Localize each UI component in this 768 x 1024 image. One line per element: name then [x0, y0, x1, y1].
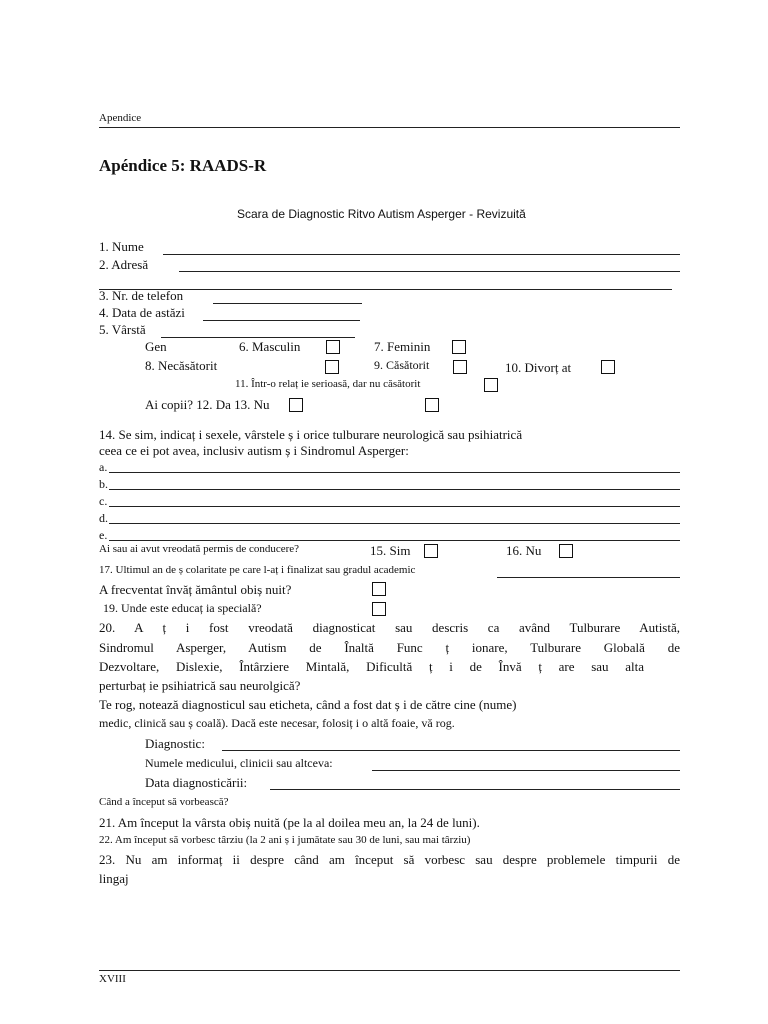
- field-age-line[interactable]: [161, 337, 355, 338]
- q23-text-2: lingaj: [99, 871, 129, 886]
- gender-female-label: 7. Feminin: [374, 339, 431, 354]
- field-name-label: 1. Nume: [99, 239, 144, 254]
- note-text: Te rog, notează diagnosticul sau eticheta, când a fost dat ș i de către cine (nume): [99, 697, 517, 712]
- driving-no-checkbox[interactable]: [559, 544, 573, 558]
- gender-male-label: 6. Masculin: [239, 339, 301, 354]
- q20-text-4: perturbaț ie psihiatrică sau neurolgică?: [99, 678, 301, 693]
- driving-question: Ai sau ai avut vreodată permis de conducere?: [99, 543, 300, 555]
- marital-divorced-label: 10. Divorț at: [505, 360, 572, 375]
- diagnosis-line[interactable]: [222, 750, 680, 751]
- q14-item-b: b.: [99, 477, 108, 491]
- doctor-label: Numele medicului, clinicii sau altceva:: [145, 756, 333, 770]
- q19-text: 19. Unde este educaț ia specială?: [103, 601, 262, 615]
- q17-line[interactable]: [497, 577, 680, 578]
- diagnosis-date-label: Data diagnosticării:: [145, 775, 248, 790]
- q14-text: 14. Se sim, indicaț i sexele, vârstele ș i orice tulburare neurologică sau psihiatrică: [99, 427, 523, 442]
- children-question: Ai copii? 12. Da 13. Nu: [145, 397, 270, 412]
- header-rule: [99, 127, 680, 128]
- q19-checkbox[interactable]: [372, 602, 386, 616]
- marital-single-checkbox[interactable]: [325, 360, 339, 374]
- q20-text: 20. A ț i fost vreodată diagnosticat sau descris ca având Tulburare Autistă,: [99, 620, 680, 635]
- q20-text-2: Sindromul Asperger, Autism de Înaltă Func ț ionare, Tulburare Globală de: [99, 640, 680, 655]
- footer-rule: [99, 970, 680, 971]
- q18-text: A frecventat învăț ământul obiș nuit?: [99, 582, 292, 597]
- speech-question: Când a început să vorbească?: [99, 796, 229, 808]
- driving-yes-checkbox[interactable]: [424, 544, 438, 558]
- field-address-line-2[interactable]: [99, 289, 672, 290]
- q14-text-2: ceea ce ei pot avea, inclusiv autism ș i Sindromul Asperger:: [99, 443, 409, 458]
- form-subtitle: Scara de Diagnostic Ritvo Autism Asperger - Revizuită: [237, 207, 526, 221]
- field-address-line[interactable]: [179, 271, 680, 272]
- q14-line-a[interactable]: [109, 472, 680, 473]
- field-phone-label: 3. Nr. de telefon: [99, 288, 184, 303]
- field-name-line[interactable]: [163, 254, 680, 255]
- marital-single-label: 8. Necăsătorit: [145, 358, 218, 373]
- q23-text: 23. Nu am informaț ii despre când am început să vorbesc sau despre problemele timpurii de: [99, 852, 680, 867]
- driving-no-label: 16. Nu: [506, 543, 542, 558]
- q14-item-c: c.: [99, 494, 108, 508]
- q14-line-e[interactable]: [109, 540, 680, 541]
- field-date-label: 4. Data de astăzi: [99, 305, 185, 320]
- marital-married-checkbox[interactable]: [453, 360, 467, 374]
- children-no-checkbox[interactable]: [425, 398, 439, 412]
- q22-text: 22. Am început să vorbesc târziu (la 2 ani ș i jumătate sau 30 de luni, sau mai târziu): [99, 834, 471, 846]
- q17-text: 17. Ultimul an de ș colaritate pe care l-aț i finalizat sau gradul academic: [99, 564, 416, 576]
- q14-item-e: e.: [99, 528, 108, 542]
- q20-text-3: Dezvoltare, Dislexie, Întârziere Mintală, Dificultă ț i de Învă ț are sau alta: [99, 659, 644, 674]
- gender-male-checkbox[interactable]: [326, 340, 340, 354]
- q14-item-a: a.: [99, 460, 108, 474]
- marital-relationship-label: 11. Într-o relaț ie serioasă, dar nu căsătorit: [235, 378, 421, 390]
- diagnosis-date-line[interactable]: [270, 789, 680, 790]
- page-title: Apéndice 5: RAADS-R: [99, 156, 267, 175]
- marital-divorced-checkbox[interactable]: [601, 360, 615, 374]
- doctor-line[interactable]: [372, 770, 680, 771]
- q21-text: 21. Am început la vârsta obiș nuită (pe la al doilea meu an, la 24 de luni).: [99, 815, 480, 830]
- field-age-label: 5. Vârstă: [99, 322, 146, 337]
- marital-relationship-checkbox[interactable]: [484, 378, 498, 392]
- gender-female-checkbox[interactable]: [452, 340, 466, 354]
- field-address-label: 2. Adresă: [99, 257, 149, 272]
- q14-line-c[interactable]: [109, 506, 680, 507]
- running-header: Apendice: [99, 112, 142, 124]
- diagnosis-label: Diagnostic:: [145, 736, 205, 751]
- gender-label: Gen: [145, 339, 167, 354]
- q14-item-d: d.: [99, 511, 108, 525]
- field-phone-line[interactable]: [213, 303, 362, 304]
- q14-line-d[interactable]: [109, 523, 680, 524]
- field-date-line[interactable]: [203, 320, 360, 321]
- q14-line-b[interactable]: [109, 489, 680, 490]
- children-yes-checkbox[interactable]: [289, 398, 303, 412]
- note-text-2: medic, clinică sau ș coală). Dacă este necesar, folosiț i o altă foaie, vă rog.: [99, 716, 455, 730]
- page-number: XVIII: [99, 973, 126, 985]
- q18-checkbox[interactable]: [372, 582, 386, 596]
- driving-yes-label: 15. Sim: [370, 543, 411, 558]
- marital-married-label: 9. Căsătorit: [374, 358, 430, 372]
